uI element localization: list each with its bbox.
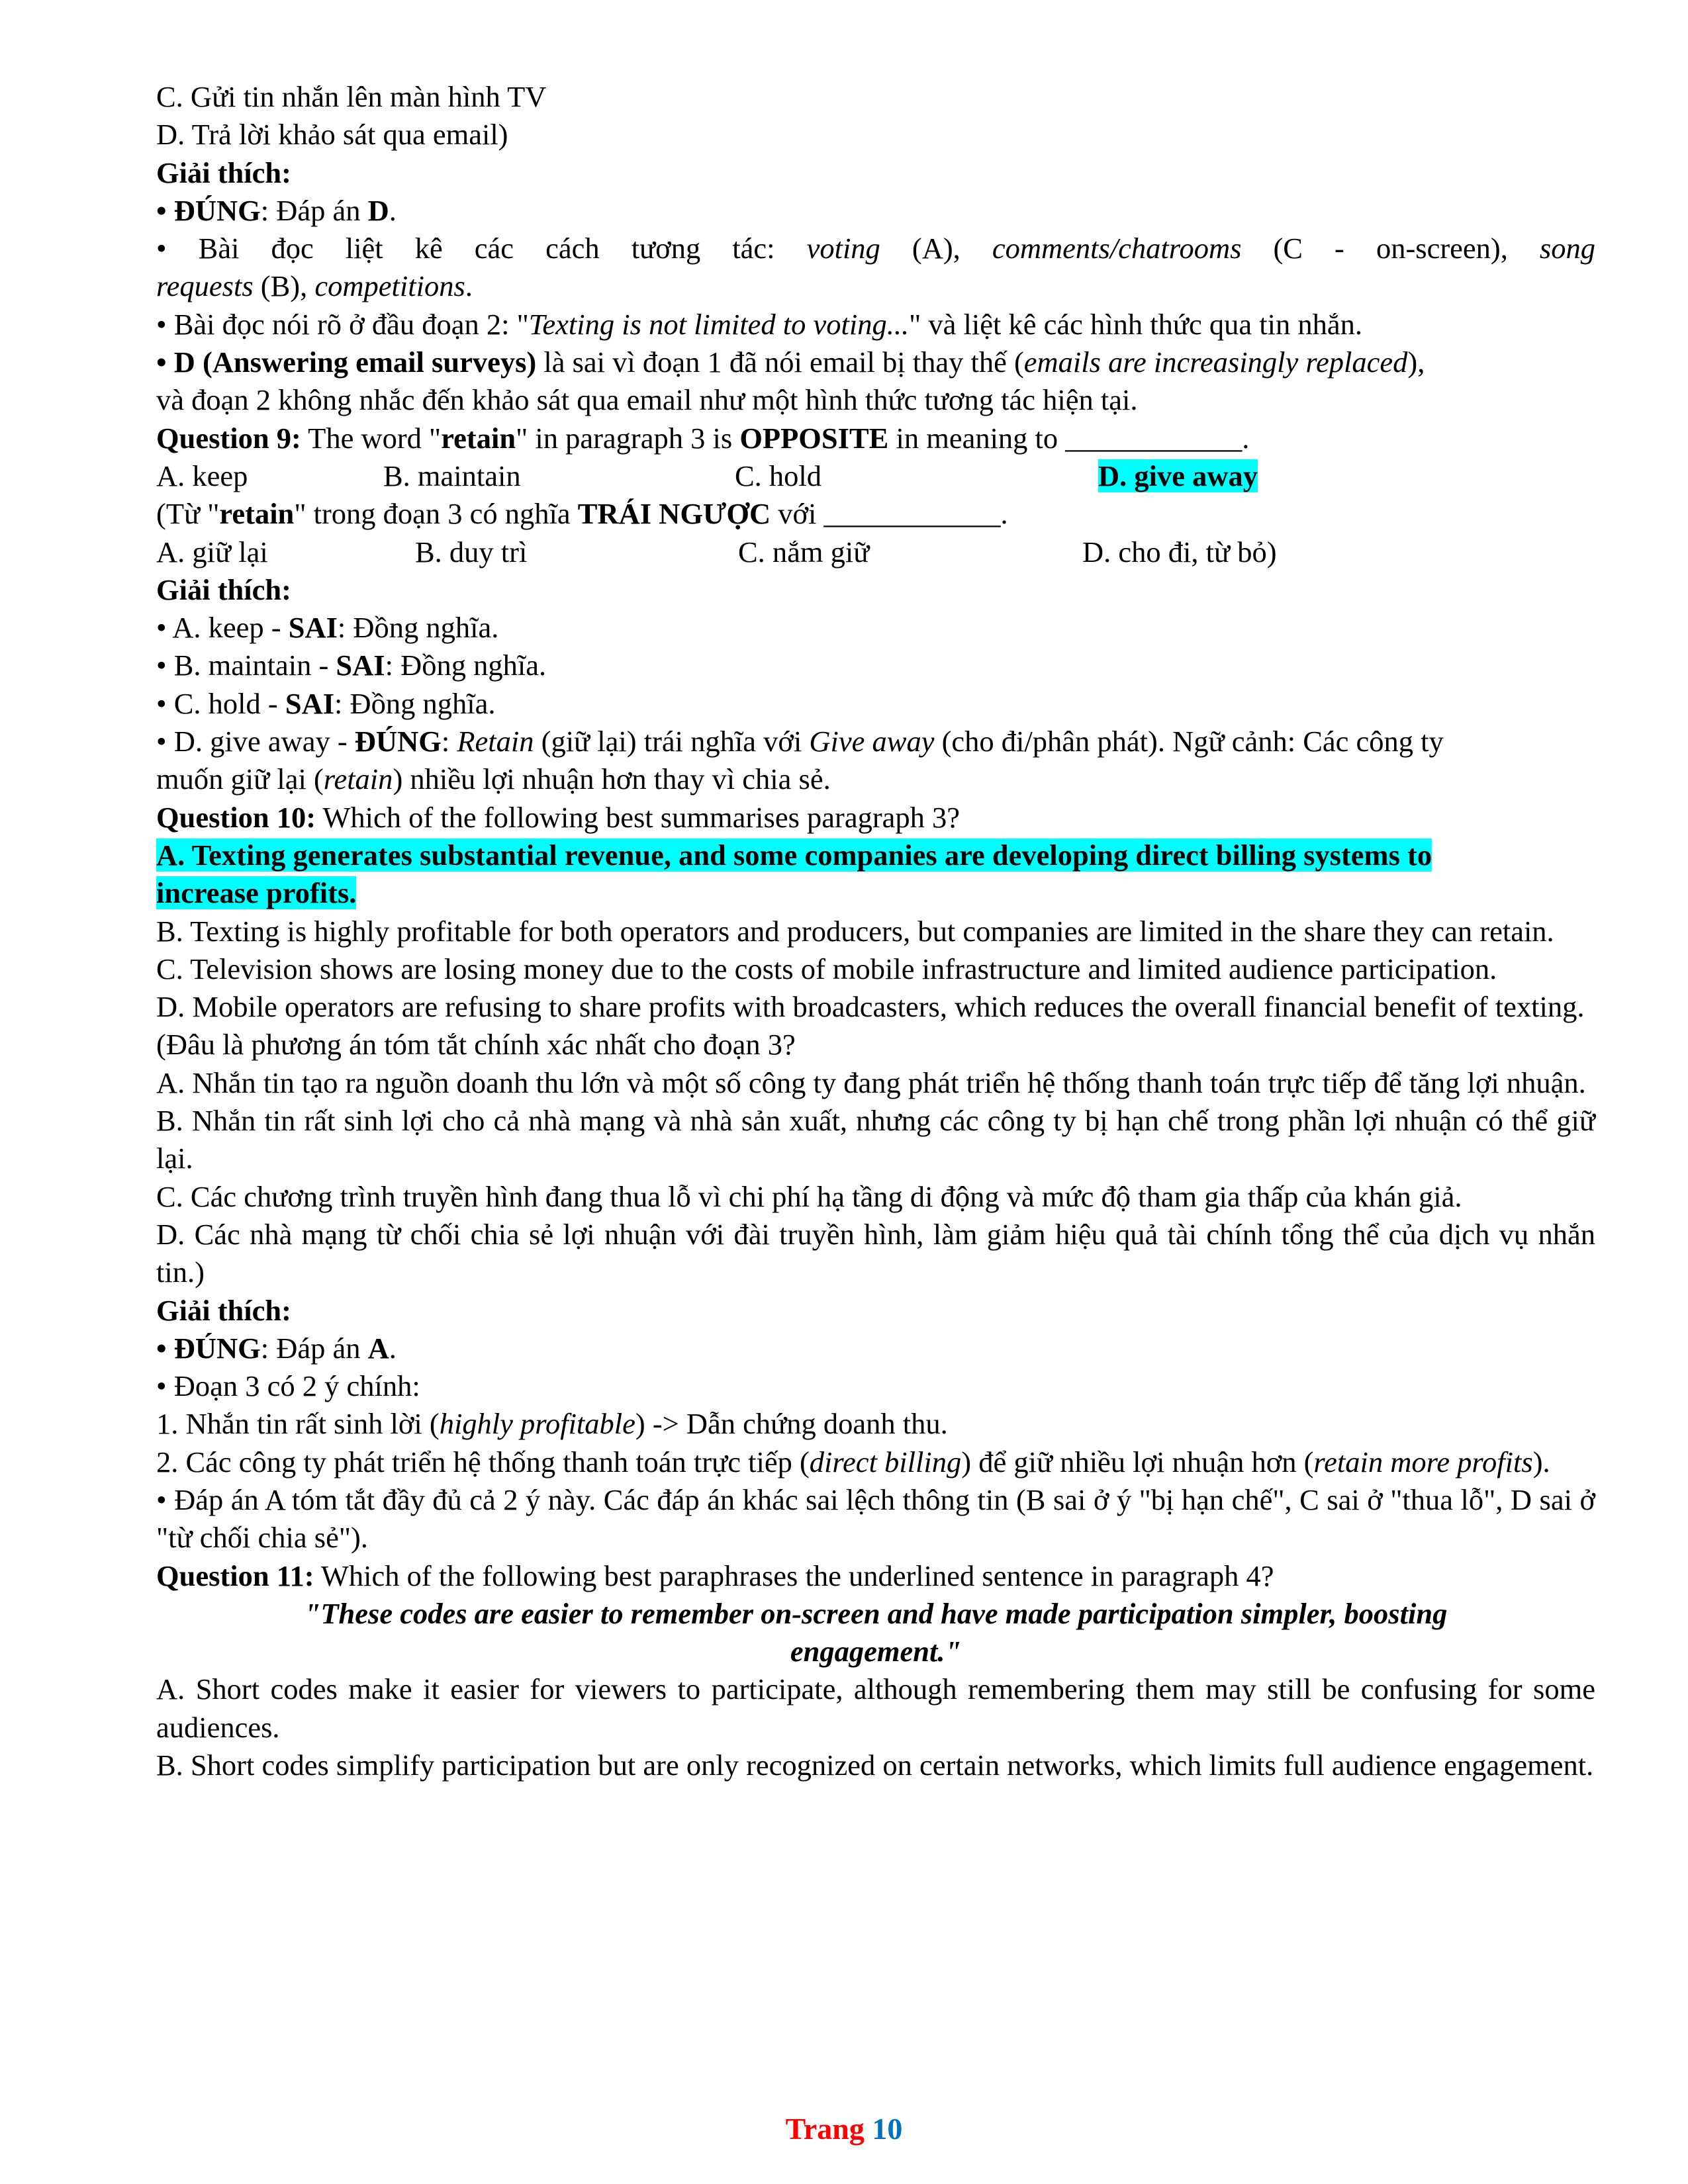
q8-explain-bullet-1-line-2: requests (B), competitions. bbox=[156, 269, 473, 303]
q8-correct-line: • ĐÚNG: Đáp án D. bbox=[156, 193, 397, 227]
q10-explain-3: 2. Các công ty phát triển hệ thống thanh toán trực tiếp (direct billing) để giữ nhiều lợi nhuận hơn (retain more profits). bbox=[156, 1445, 1550, 1479]
page-number: 10 bbox=[872, 2112, 903, 2146]
q10-explain-4: • Đáp án A tóm tắt đầy đủ cả 2 ý này. Các đáp án khác sai lệch thông tin (B sai ở ý "bị hạn chế", C sai ở "thua lỗ", D sai ở "từ chối chia sẻ"). bbox=[156, 1482, 1595, 1555]
q9-explain-d-line-2: muốn giữ lại (retain) nhiều lợi nhuận hơn thay vì chia sẻ. bbox=[156, 762, 831, 796]
q8-option-c-vn: C. Gửi tin nhắn lên màn hình TV bbox=[156, 80, 547, 113]
q8-explain-bullet-1-line-1: • Bài đọc liệt kê các cách tương tác: voting (A), comments/chatrooms (C - on-screen), song bbox=[156, 232, 1595, 265]
q8-explain-bullet-3-line-2: và đoạn 2 không nhắc đến khảo sát qua email như một hình thức tương tác hiện tại. bbox=[156, 383, 1138, 417]
q9-option-a-vn: A. giữ lại bbox=[156, 535, 268, 569]
q10-option-c: C. Television shows are losing money due to the costs of mobile infrastructure and limited audience participation. bbox=[156, 952, 1497, 985]
q10-explain-2: 1. Nhắn tin rất sinh lời (highly profitable) -> Dẫn chứng doanh thu. bbox=[156, 1407, 948, 1441]
q9-option-c-vn: C. nắm giữ bbox=[738, 535, 870, 569]
q10-correct-line: • ĐÚNG: Đáp án A. bbox=[156, 1331, 397, 1365]
q8-explain-bullet-3-line-1: • D (Answering email surveys) là sai vì đoạn 1 đã nói email bị thay thế (emails are increasingly replaced), bbox=[156, 345, 1425, 379]
q9-option-b-vn: B. duy trì bbox=[415, 535, 528, 569]
q10-explain-title: Giải thích: bbox=[156, 1293, 291, 1327]
q8-explain-title: Giải thích: bbox=[156, 156, 291, 189]
q11-question: Question 11: Which of the following best paraphrases the underlined sentence in paragraph 4? bbox=[156, 1559, 1274, 1592]
q9-explain-b: • B. maintain - SAI: Đồng nghĩa. bbox=[156, 649, 547, 682]
q10-option-d: D. Mobile operators are refusing to share profits with broadcasters, which reduces the overall financial benefit of texting. bbox=[156, 990, 1585, 1024]
q9-explain-c: • C. hold - SAI: Đồng nghĩa. bbox=[156, 686, 496, 720]
q9-question: Question 9: The word "retain" in paragraph 3 is OPPOSITE in meaning to ____________. bbox=[156, 421, 1250, 455]
q10-option-c-vn: C. Các chương trình truyền hình đang thua lỗ vì chi phí hạ tầng di động và mức độ tham gia thấp của khán giả. bbox=[156, 1179, 1462, 1213]
q9-question-vn: (Từ "retain" trong đoạn 3 có nghĩa TRÁI NGƯỢC với ____________. bbox=[156, 497, 1008, 531]
q8-option-d-vn: D. Trả lời khảo sát qua email) bbox=[156, 118, 508, 152]
q11-quote: "These codes are easier to remember on-screen and have made participation simpler, boosting engagement." bbox=[304, 1596, 1448, 1668]
q10-explain-1: • Đoạn 3 có 2 ý chính: bbox=[156, 1369, 420, 1403]
q9-option-c: C. hold bbox=[735, 459, 822, 492]
q10-option-b-vn: B. Nhắn tin rất sinh lợi cho cả nhà mạng và nhà sản xuất, nhưng các công ty bị hạn chế trong phần lợi nhuận có thể giữ lại. bbox=[156, 1104, 1595, 1175]
q9-explain-title: Giải thích: bbox=[156, 572, 291, 606]
q10-option-d-vn: D. Các nhà mạng từ chối chia sẻ lợi nhuận với đài truyền hình, làm giảm hiệu quả tài chính tổng thể của dịch vụ nhắn tin.) bbox=[156, 1217, 1595, 1289]
q11-option-a: A. Short codes make it easier for viewers to participate, although remembering them may still be confusing for some audiences. bbox=[156, 1672, 1595, 1744]
q9-explain-a: • A. keep - SAI: Đồng nghĩa. bbox=[156, 611, 499, 645]
q9-option-b: B. maintain bbox=[383, 459, 521, 492]
q10-option-a-line-2: increase profits. bbox=[156, 876, 357, 910]
q10-option-a-line-1: A. Texting generates substantial revenue, and some companies are developing direct billing systems to bbox=[156, 838, 1432, 872]
q9-options bbox=[156, 457, 1595, 495]
q10-option-b: B. Texting is highly profitable for both operators and producers, but companies are limited in the share they can retain. bbox=[156, 914, 1554, 948]
q9-options-vn bbox=[156, 533, 1595, 571]
q9-option-d: D. give away bbox=[1098, 459, 1258, 492]
page-footer bbox=[0, 2111, 1688, 2146]
q9-option-d-vn: D. cho đi, từ bỏ) bbox=[1082, 535, 1277, 569]
q10-question-vn: (Đâu là phương án tóm tắt chính xác nhất cho đoạn 3? bbox=[156, 1028, 796, 1062]
document-page bbox=[156, 78, 1595, 1784]
q10-question: Question 10: Which of the following best summarises paragraph 3? bbox=[156, 800, 961, 834]
q8-explain-bullet-2: • Bài đọc nói rõ ở đầu đoạn 2: "Texting is not limited to voting..." và liệt kê các hình thức qua tin nhắn. bbox=[156, 307, 1362, 341]
q11-option-b: B. Short codes simplify participation but are only recognized on certain networks, which limits full audience engagement. bbox=[156, 1749, 1594, 1782]
q9-explain-d-line-1: • D. give away - ĐÚNG: Retain (giữ lại) trái nghĩa với Give away (cho đi/phân phát). Ngữ cảnh: Các công ty bbox=[156, 725, 1444, 758]
q9-option-a: A. keep bbox=[156, 459, 248, 492]
page-label: Trang bbox=[785, 2112, 865, 2146]
q10-option-a-vn: A. Nhắn tin tạo ra nguồn doanh thu lớn và một số công ty đang phát triển hệ thống thanh toán trực tiếp để tăng lợi nhuận. bbox=[156, 1066, 1586, 1099]
